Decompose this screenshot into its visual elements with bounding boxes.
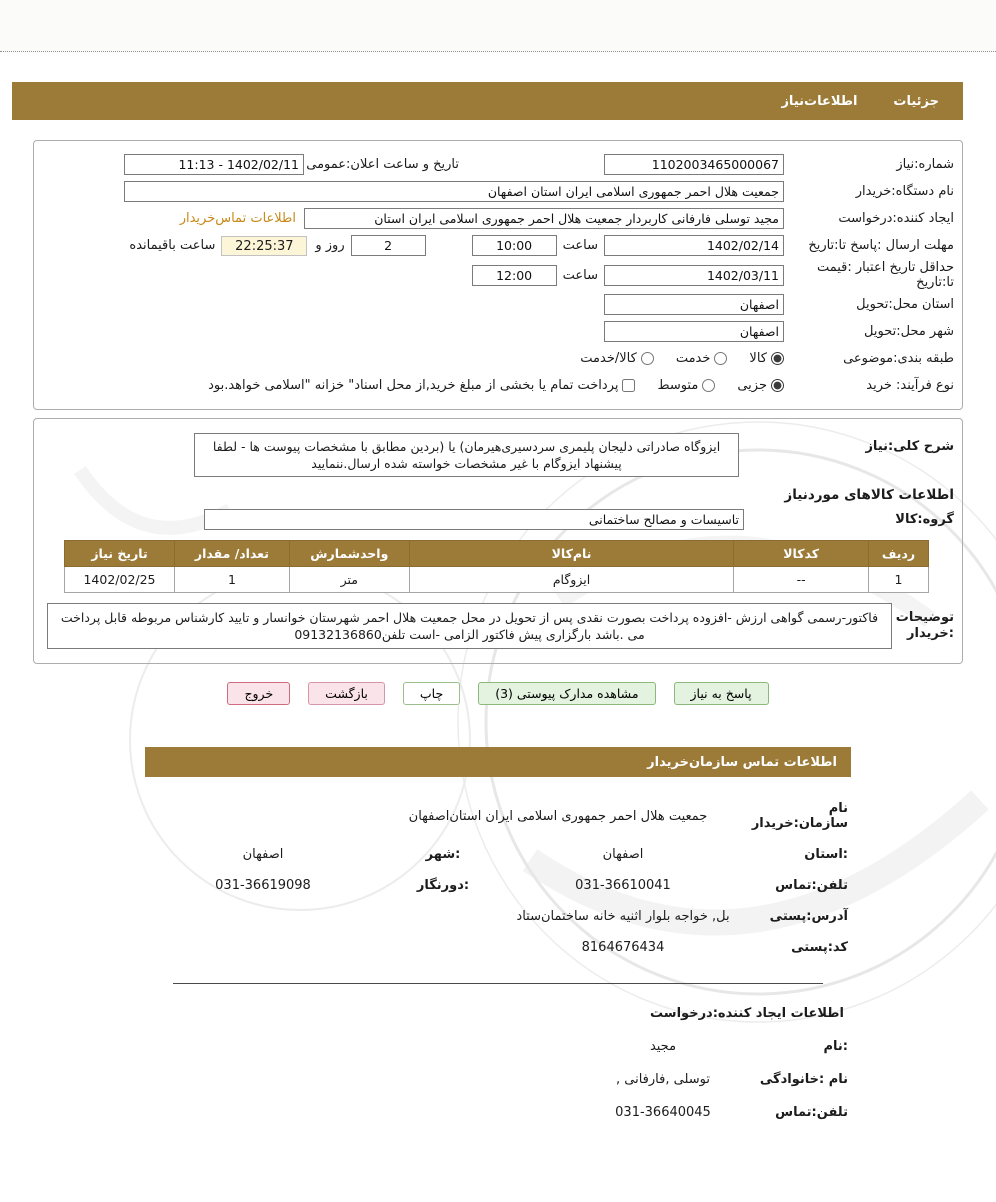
col-row-number: ردیف	[869, 541, 929, 567]
cell-quantity: 1	[175, 567, 290, 593]
header-tabbar	[12, 82, 963, 120]
request-creator-section	[148, 1039, 848, 1120]
reply-deadline-row	[42, 232, 954, 259]
buyer-notes-row	[42, 603, 954, 649]
delivery-province-label: استان محل:تحویل	[856, 297, 954, 312]
cell-item-code: --	[734, 567, 869, 593]
buyer-name-row	[42, 178, 954, 205]
buyer-notes-box[interactable]: فاکتور-رسمی گواهی ارزش -افزوده پرداخت بصورت نقدی پس از تحویل در محل جمعیت هلال احمر شهرستان خوانسار و تایید کارشناس مربوطه قابل پرداخت می .باشد بارگزاری پیش فاکتور الزامی -است تلفن09132136860	[47, 603, 892, 649]
contact-city-value: اصفهان	[242, 847, 284, 862]
process-type-row	[42, 372, 954, 399]
request-creator-input[interactable]	[304, 208, 784, 229]
request-creator-heading: اطلاعات ایجاد کننده:درخواست	[650, 1006, 844, 1021]
back-button[interactable]: بازگشت	[308, 682, 385, 705]
creator-last-name-label: نام :خانوادگی	[759, 1072, 848, 1087]
creator-phone-value: 031-36640045	[615, 1105, 711, 1120]
tab-need-info[interactable]: اطلاعات‌نیاز	[781, 93, 858, 109]
need-info-panel	[33, 140, 963, 410]
table-row	[65, 567, 929, 593]
price-validity-row	[42, 259, 954, 291]
contact-address-label: آدرس:پستی	[769, 909, 848, 924]
process-small-radio[interactable]	[771, 379, 784, 392]
creator-first-name-value: مجید	[649, 1039, 677, 1054]
col-need-date: تاریخ نیاز	[65, 541, 175, 567]
respond-to-need-button[interactable]: پاسخ به نیاز	[674, 682, 769, 705]
buyer-contact-link[interactable]: اطلاعات تماس‌خریدار	[179, 211, 296, 226]
creator-last-name-value: توسلی ,فارفانی ,	[616, 1072, 710, 1087]
delivery-city-input[interactable]	[604, 321, 784, 342]
process-type-label: نوع فرآیند: خرید	[866, 378, 954, 393]
buyer-contact-section	[148, 801, 848, 955]
cell-row-number: 1	[869, 567, 929, 593]
contact-address-value: بل, خواجه بلوار اثنیه خانه ساختمان‌ستاد	[516, 909, 730, 924]
need-number-label: شماره:نیاز	[896, 157, 954, 172]
items-table-header-row	[65, 541, 929, 567]
process-option-medium: متوسط	[657, 378, 715, 393]
request-creator-row	[42, 205, 954, 232]
goods-info-heading: اطلاعات کالاهای موردنیاز	[784, 487, 954, 503]
category-option-goods-service: کالا/خدمت	[580, 351, 654, 366]
days-word-label: روز و	[315, 238, 345, 253]
goods-info-panel	[33, 418, 963, 664]
col-item-code: کدکالا	[734, 541, 869, 567]
need-description-row	[42, 433, 954, 477]
delivery-city-row	[42, 318, 954, 345]
contact-postal-value: 8164676434	[581, 940, 665, 955]
buyer-name-label: نام دستگاه:خریدار	[855, 184, 954, 199]
subject-category-label: طبقه بندی:موضوعی	[843, 351, 954, 366]
tab-details[interactable]: جزئیات	[893, 93, 939, 109]
category-option-goods: کالا	[749, 351, 784, 366]
cell-item-name: ایزوگام	[409, 567, 733, 593]
validity-hour-label: ساعت	[562, 267, 598, 283]
view-attachments-button[interactable]: مشاهده مدارک پیوستی (3)	[478, 682, 655, 705]
buyer-contact-heading: اطلاعات تماس سازمان‌خریدار	[647, 754, 837, 770]
treasury-payment-text: پرداخت تمام یا بخشی از مبلغ خرید,از محل اسناد" خزانه "اسلامی خواهد.بود	[208, 378, 619, 393]
process-medium-radio[interactable]	[702, 379, 715, 392]
delivery-province-row	[42, 291, 954, 318]
buyer-notes-label: توضیحات :خریدار	[895, 610, 954, 641]
cell-need-date: 1402/02/25	[65, 567, 175, 593]
goods-group-label: گروه:کالا	[895, 512, 954, 527]
contact-province-label: :استان	[804, 847, 848, 862]
col-unit: واحدشمارش	[289, 541, 409, 567]
need-number-input[interactable]	[604, 154, 784, 175]
exit-button[interactable]: خروج	[227, 682, 290, 705]
contact-phone-value: 031-36610041	[575, 878, 671, 893]
category-service-radio[interactable]	[714, 352, 727, 365]
org-name-label: نام سازمان:خریدار	[751, 801, 848, 831]
items-table	[64, 540, 929, 593]
contact-city-label: :شهر	[425, 847, 461, 862]
need-description-label: شرح کلی:نیاز	[865, 439, 954, 454]
org-name-value: جمعیت هلال احمر جمهوری اسلامی ایران استان‌اصفهان	[408, 808, 708, 824]
price-validity-date-input[interactable]	[604, 265, 784, 286]
print-button[interactable]: چاپ	[403, 682, 460, 705]
creator-first-name-label: :نام	[823, 1039, 848, 1054]
cell-unit: متر	[289, 567, 409, 593]
reply-deadline-label: مهلت ارسال :پاسخ تا:تاریخ	[808, 238, 954, 253]
reply-deadline-date-input[interactable]	[604, 235, 784, 256]
section-divider	[173, 983, 823, 984]
col-quantity: تعداد/ مقدار	[175, 541, 290, 567]
countdown-timer: 22:25:37	[221, 236, 307, 256]
goods-group-row	[42, 509, 954, 530]
subject-category-row	[42, 345, 954, 372]
contact-fax-label: :دورنگار	[416, 878, 470, 893]
buyer-name-input[interactable]	[124, 181, 784, 202]
announce-datetime-input[interactable]	[124, 154, 304, 175]
contact-postal-label: کد:پستی	[791, 940, 848, 955]
process-option-small: جزیی	[737, 378, 784, 393]
contact-province-value: اصفهان	[602, 847, 644, 862]
contact-phone-label: تلفن:تماس	[775, 878, 848, 893]
category-goods-radio[interactable]	[771, 352, 784, 365]
delivery-province-input[interactable]	[604, 294, 784, 315]
remaining-hours-label: ساعت باقیمانده	[129, 238, 216, 253]
remaining-days-input[interactable]	[351, 235, 426, 256]
col-item-name: نام‌کالا	[409, 541, 733, 567]
category-goods-service-radio[interactable]	[641, 352, 654, 365]
category-option-service: خدمت	[676, 351, 728, 366]
treasury-payment-checkbox[interactable]	[622, 379, 635, 392]
treasury-payment-option	[208, 378, 635, 393]
reply-deadline-time-input[interactable]	[472, 235, 557, 256]
goods-group-input[interactable]	[204, 509, 744, 530]
top-strip	[0, 0, 996, 52]
price-validity-label: حداقل تاریخ اعتبار :قیمت تا:تاریخ	[816, 260, 954, 290]
announce-datetime-label: تاریخ و ساعت اعلان:عمومی	[306, 157, 459, 172]
contact-fax-value: 031-36619098	[215, 878, 311, 893]
need-description-box[interactable]: ایزوگاه صادراتی دلیجان پلیمری سردسیری‌هیرمان) یا (بردین مطابق با مشخصات پیوست ها - لطفا پیشنهاد ایزوگام با غیر مشخصات خواسته شده ارسال.ننمایید	[194, 433, 739, 477]
price-validity-time-input[interactable]	[472, 265, 557, 286]
buyer-contact-heading-bar	[145, 747, 851, 777]
creator-phone-label: تلفن:تماس	[775, 1105, 848, 1120]
delivery-city-label: شهر محل:تحویل	[864, 324, 954, 339]
need-number-row	[42, 151, 954, 178]
action-buttons-row	[0, 682, 996, 705]
request-creator-label: ایجاد کننده:درخواست	[838, 211, 954, 226]
deadline-hour-label: ساعت	[562, 238, 598, 253]
